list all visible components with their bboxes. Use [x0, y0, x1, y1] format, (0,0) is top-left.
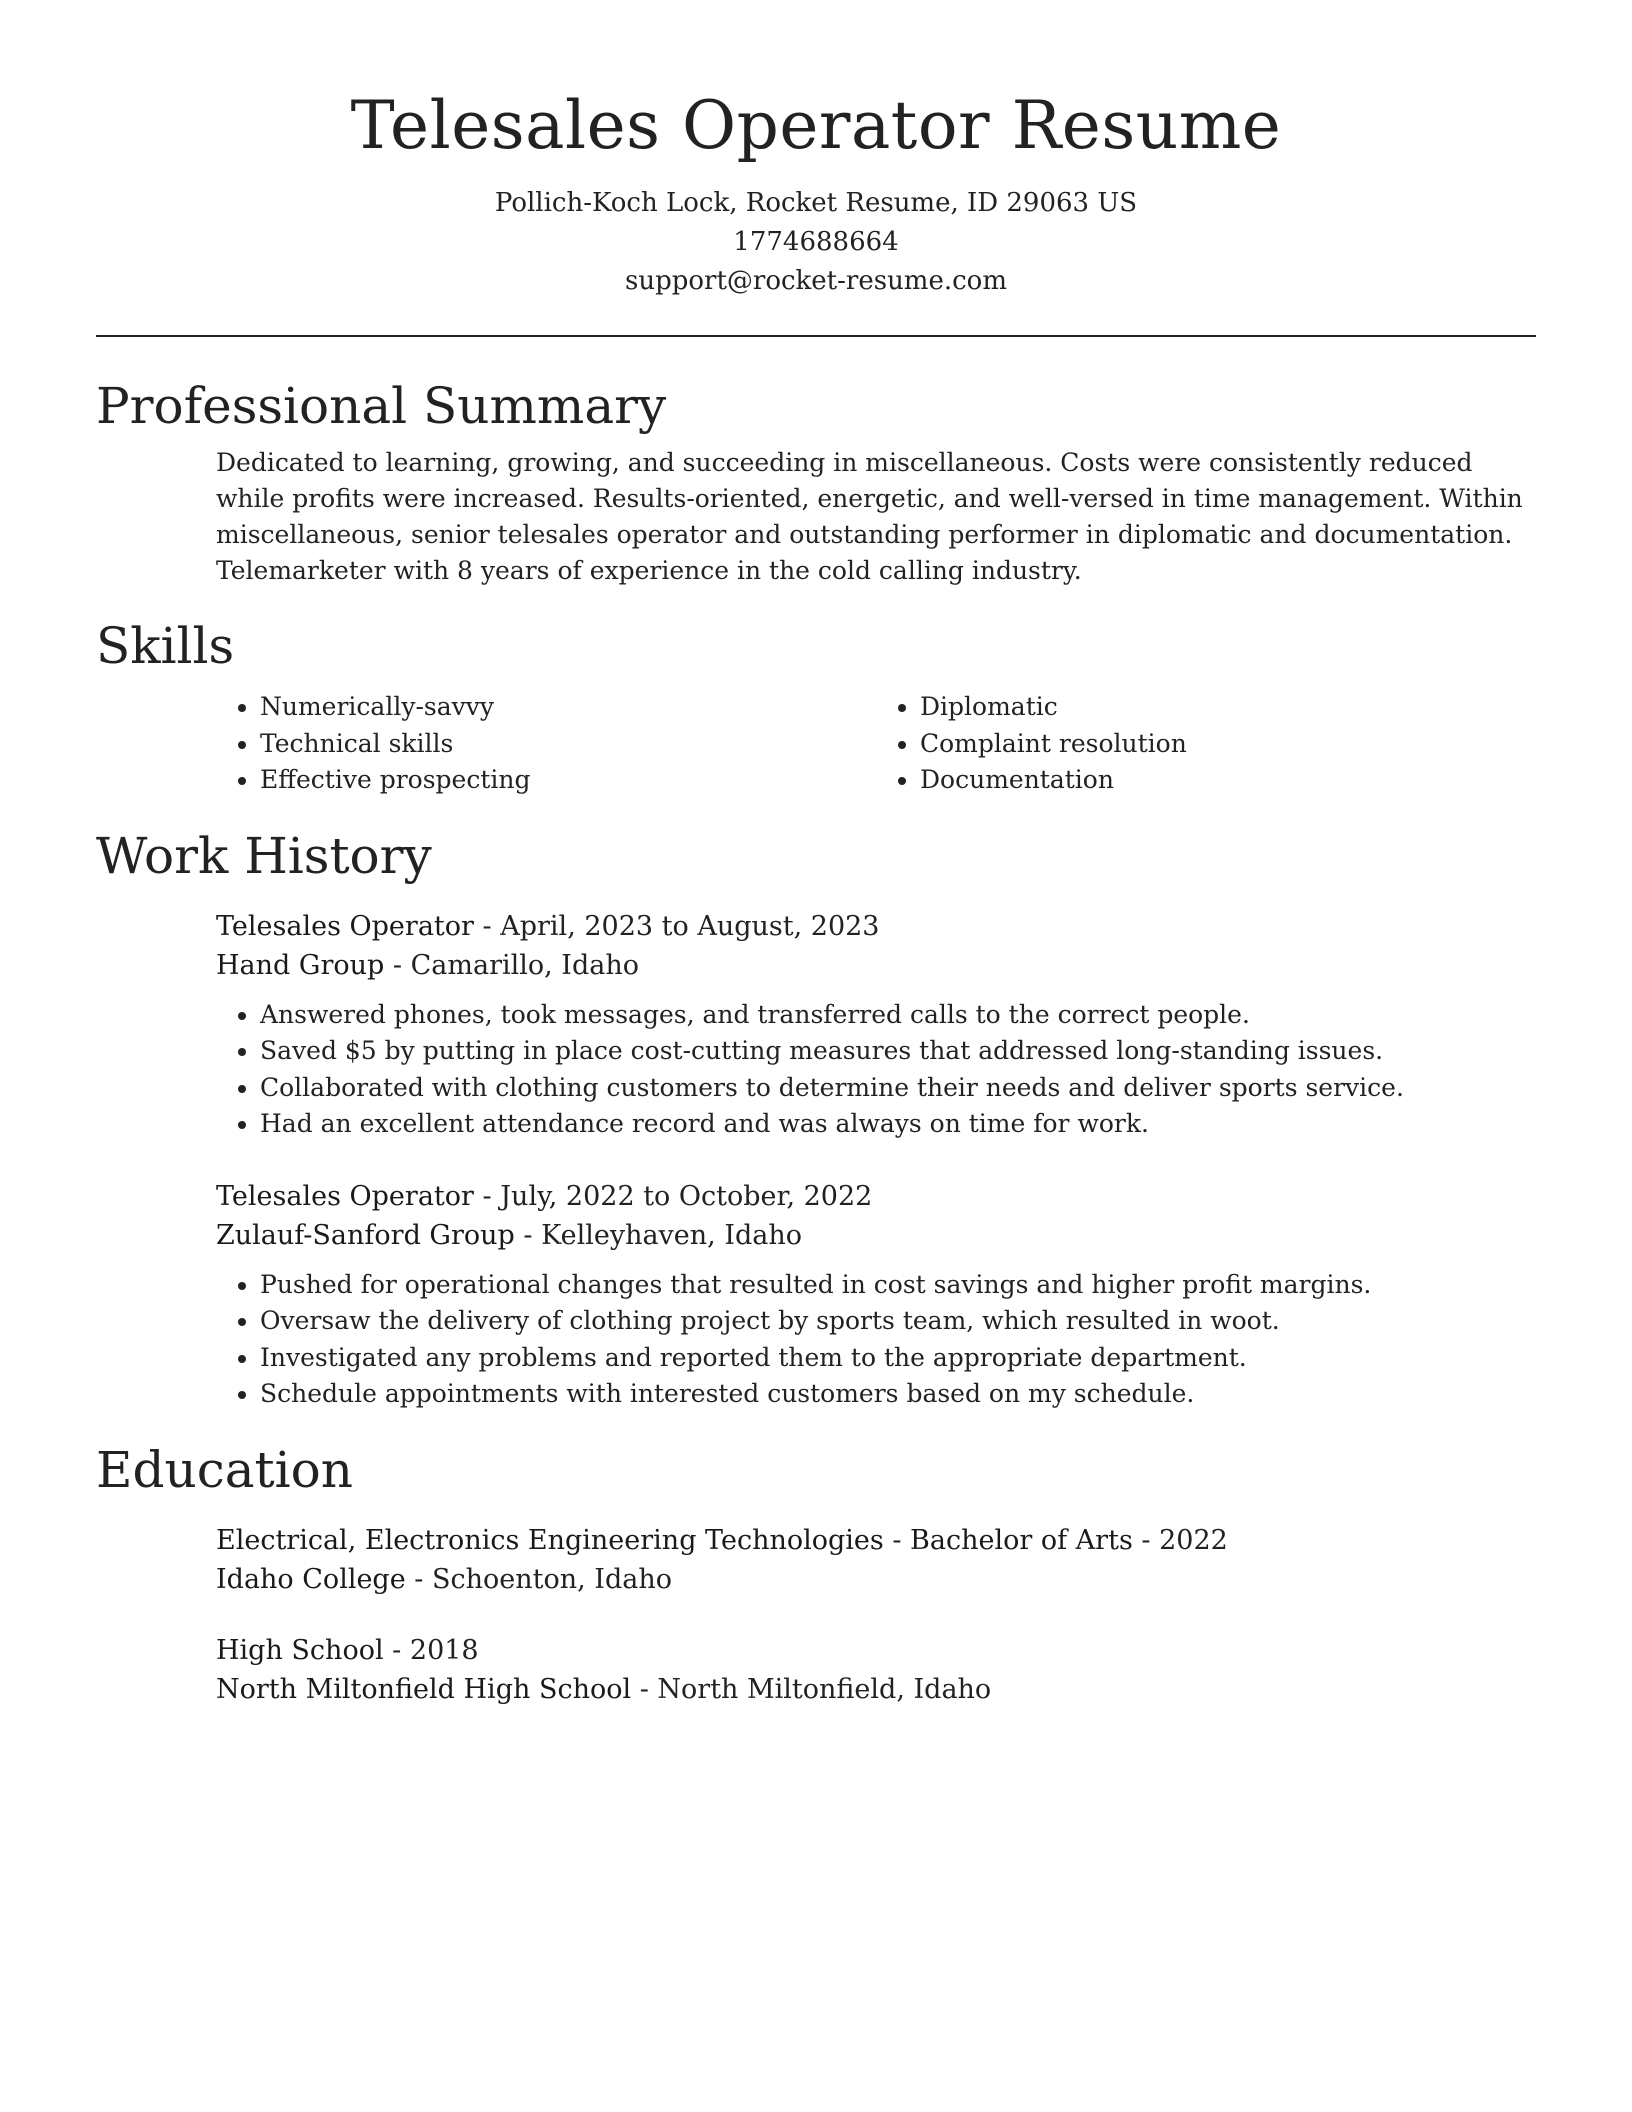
- job-title-line: [216, 1177, 1536, 1216]
- skill-item: • Diplomatic: [920, 689, 1536, 726]
- job-company-line: [216, 946, 1536, 985]
- skill-item: • Documentation: [920, 762, 1536, 799]
- job-duty: • Answered phones, took messages, and transferred calls to the correct people.: [260, 997, 1536, 1034]
- job-duty: • Oversaw the delivery of clothing project by sports team, which resulted in woot.: [260, 1303, 1536, 1340]
- education-school: Idaho College: [216, 1563, 406, 1595]
- work-history-heading: Work History: [96, 826, 432, 885]
- job-dates: April, 2023 to August, 2023: [500, 910, 880, 942]
- education-degree-line: [216, 1521, 1536, 1560]
- job-duty: • Pushed for operational changes that resulted in cost savings and higher profit margins.: [260, 1267, 1536, 1304]
- summary-section: [96, 375, 1536, 589]
- skill-item: • Numerically-savvy: [260, 689, 876, 726]
- header-divider: [96, 335, 1536, 337]
- job-duty: • Had an excellent attendance record and was always on time for work.: [260, 1106, 1536, 1143]
- education-year: 2018: [409, 1634, 479, 1666]
- job-duty: • Collaborated with clothing customers to determine their needs and deliver sports service.: [260, 1070, 1536, 1107]
- education-entry: [216, 1521, 1536, 1599]
- job-role: Telesales Operator: [216, 910, 474, 942]
- job-location: Kelleyhaven, Idaho: [541, 1219, 803, 1251]
- education-location: North Miltonfield, Idaho: [657, 1673, 992, 1705]
- separator: -: [405, 1563, 432, 1595]
- separator: -: [514, 1219, 542, 1251]
- address: Pollich-Koch Lock, Rocket Resume, ID 29063 US: [494, 188, 1138, 218]
- skill-item: • Complaint resolution: [920, 726, 1536, 763]
- education-school-line: [216, 1560, 1536, 1599]
- skills-grid: [216, 689, 1536, 799]
- education-heading: Education: [96, 1440, 353, 1499]
- skills-list-right: [876, 689, 1536, 799]
- education-entry: [216, 1631, 1536, 1709]
- email-address: support@rocket-resume.com: [624, 266, 1007, 296]
- education-degree-line: [216, 1631, 1536, 1670]
- education-school: North Miltonfield High School: [216, 1673, 632, 1705]
- job-entry: [216, 907, 1536, 1143]
- job-company: Zulauf-Sanford Group: [216, 1219, 515, 1251]
- work-history-section: [96, 825, 1536, 1413]
- education-field: High School: [216, 1634, 384, 1666]
- job-duty: • Schedule appointments with interested customers based on my schedule.: [260, 1376, 1536, 1413]
- job-entry: [216, 1177, 1536, 1413]
- skill-item: • Technical skills: [260, 726, 876, 763]
- education-degree: Bachelor of Arts: [910, 1524, 1133, 1556]
- separator: -: [384, 949, 411, 981]
- job-location: Camarillo, Idaho: [410, 949, 639, 981]
- education-school-line: [216, 1670, 1536, 1709]
- skill-item: • Effective prospecting: [260, 762, 876, 799]
- resume-title: Telesales Operator Resume: [350, 87, 1282, 164]
- resume-header: [96, 0, 1536, 301]
- job-duty: • Saved $5 by putting in place cost-cutting measures that addressed long-standing issues.: [260, 1033, 1536, 1070]
- separator: -: [631, 1673, 658, 1705]
- contact-block: [96, 184, 1536, 301]
- job-company-line: [216, 1216, 1536, 1255]
- skills-list-left: [216, 689, 876, 799]
- education-field: Electrical, Electronics Engineering Technologies: [216, 1524, 884, 1556]
- skills-heading: Skills: [96, 617, 235, 675]
- job-duties-list: [216, 1267, 1536, 1413]
- job-company: Hand Group: [216, 949, 385, 981]
- phone-number: 1774688664: [733, 227, 899, 257]
- education-location: Schoenton, Idaho: [432, 1563, 672, 1595]
- summary-text: Dedicated to learning, growing, and succeeding in miscellaneous. Costs were consistently reduced while profits were increased. Results-oriented, energetic, and well-versed in time management. Within miscellaneous, senior telesales operator and outstanding performer in diplomatic and documentation. Telemarketer with 8 years of experience in the cold calling industry.: [216, 448, 1523, 585]
- skills-section: [96, 615, 1536, 799]
- separator: -: [383, 1634, 410, 1666]
- job-dates: July, 2022 to October, 2022: [500, 1180, 873, 1212]
- job-role: Telesales Operator: [216, 1180, 474, 1212]
- summary-heading: Professional Summary: [96, 377, 667, 435]
- job-title-line: [216, 907, 1536, 946]
- education-section: [96, 1439, 1536, 1709]
- separator: -: [883, 1524, 911, 1556]
- job-duty: • Investigated any problems and reported them to the appropriate department.: [260, 1340, 1536, 1377]
- separator: -: [473, 910, 501, 942]
- separator: -: [473, 1180, 501, 1212]
- job-duties-list: [216, 997, 1536, 1143]
- separator: -: [1132, 1524, 1160, 1556]
- education-year: 2022: [1159, 1524, 1228, 1556]
